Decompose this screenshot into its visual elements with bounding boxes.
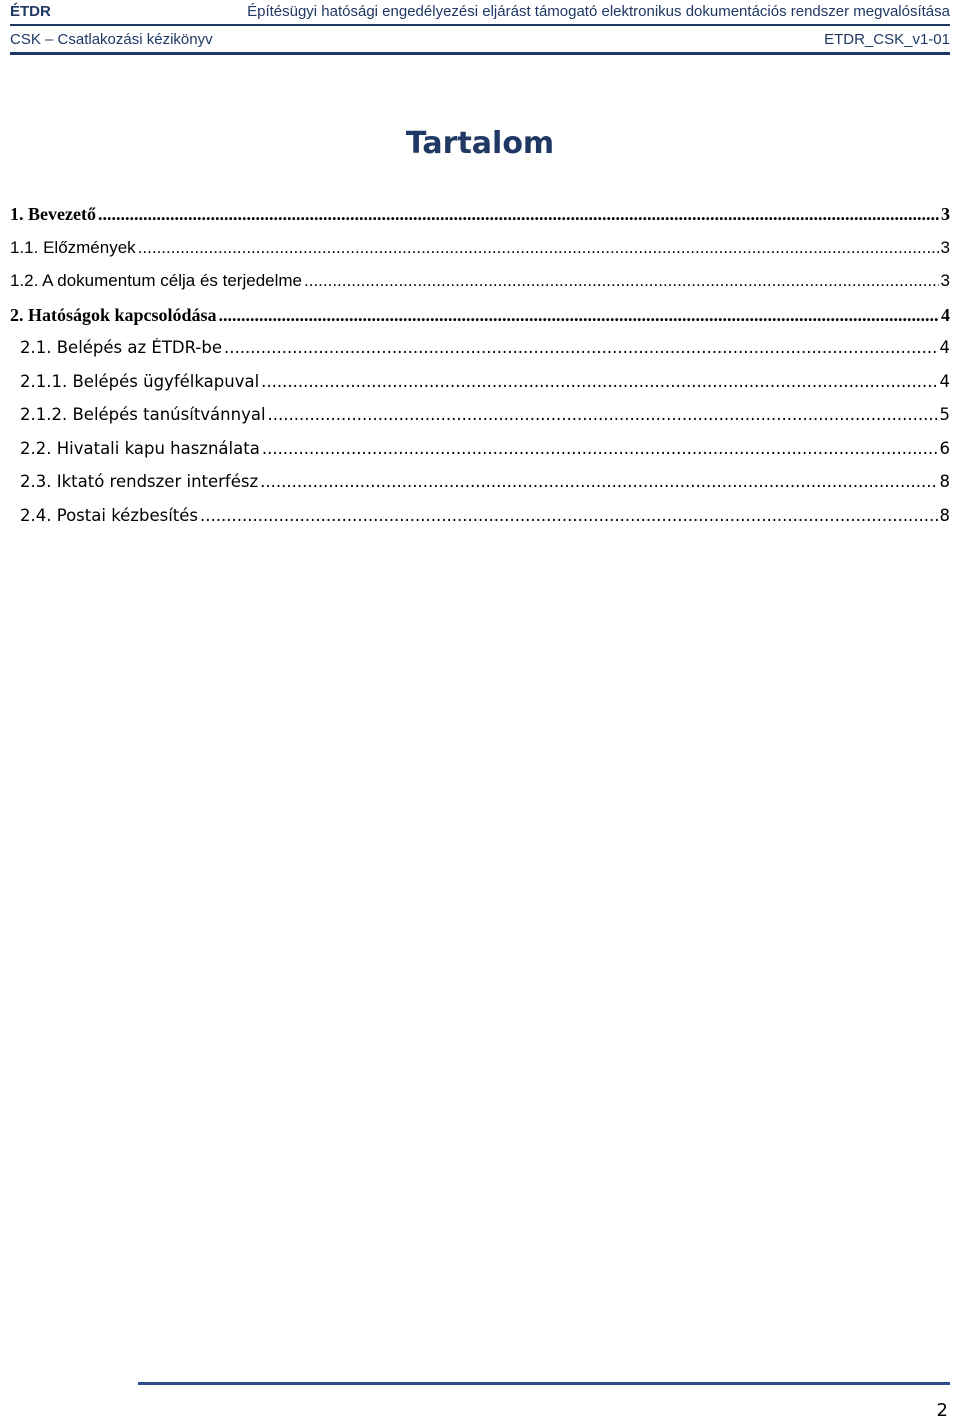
toc-entry-page: 5: [939, 405, 950, 424]
toc-title: Tartalom: [405, 126, 555, 161]
toc-entry-page: 4: [941, 304, 950, 325]
header-project-title: Építésügyi hatósági engedélyezési eljárást támogató elektronikus dokumentációs rendszer megvalósítása: [247, 3, 950, 20]
toc-entry-text: 2.1. Belépés az ÉTDR-be: [20, 338, 223, 357]
toc-dot-leader: [98, 204, 939, 225]
toc-dot-leader: [304, 271, 939, 291]
toc-dot-leader: [200, 506, 938, 525]
toc-entry-page: 6: [939, 438, 950, 458]
toc-entry[interactable]: [10, 439, 950, 473]
toc-dot-leader: [261, 372, 937, 391]
table-of-contents: [10, 204, 950, 539]
toc-dot-leader: [260, 472, 937, 491]
toc-entry[interactable]: [10, 506, 950, 540]
toc-entry-text: 2.1.2. Belépés tanúsítvánnyal: [20, 405, 266, 424]
toc-entry-text: 1.2. A dokumentum célja és terjedelme: [10, 271, 302, 290]
toc-entry[interactable]: [10, 472, 950, 506]
footer-rule: [138, 1382, 950, 1385]
toc-entry-text: 1. Bevezető: [10, 204, 96, 224]
toc-entry-page: 3: [940, 271, 950, 290]
toc-dot-leader: [138, 238, 939, 258]
toc-entry[interactable]: [10, 405, 950, 439]
toc-dot-leader: [219, 305, 939, 326]
toc-entry-page: 3: [940, 237, 950, 257]
toc-entry-text: 2.4. Postai kézbesítés: [20, 505, 198, 525]
toc-entry-page: 8: [939, 472, 950, 491]
toc-dot-leader: [224, 338, 937, 357]
toc-entry[interactable]: [10, 372, 950, 406]
toc-entry-text: 2.3. Iktató rendszer interfész: [20, 472, 259, 491]
toc-entry-page: 3: [941, 204, 950, 224]
page-header: [10, 0, 950, 56]
toc-entry[interactable]: [10, 271, 950, 305]
footer-page-number: 2: [936, 1400, 948, 1421]
toc-dot-leader: [262, 439, 938, 458]
toc-dot-leader: [268, 405, 938, 424]
toc-entry[interactable]: [10, 305, 950, 339]
toc-entry-text: 2. Hatóságok kapcsolódása: [10, 304, 217, 325]
header-short-title: ÉTDR: [10, 3, 51, 20]
toc-entry-text: 1.1. Előzmények: [10, 237, 136, 257]
header-document-id: ETDR_CSK_v1-01: [824, 31, 950, 48]
toc-entry-page: 4: [939, 371, 950, 391]
toc-entry[interactable]: [10, 238, 950, 272]
header-divider: [10, 24, 950, 26]
toc-entry-page: 8: [939, 505, 950, 525]
toc-entry-page: 4: [939, 338, 950, 357]
toc-entry-text: 2.1.1. Belépés ügyfélkapuval: [20, 371, 260, 391]
toc-entry[interactable]: [10, 338, 950, 372]
toc-entry[interactable]: [10, 204, 950, 238]
header-document-name: CSK – Csatlakozási kézikönyv: [10, 31, 213, 48]
header-bottom-border: [10, 52, 950, 55]
toc-entry-text: 2.2. Hivatali kapu használata: [20, 438, 260, 458]
